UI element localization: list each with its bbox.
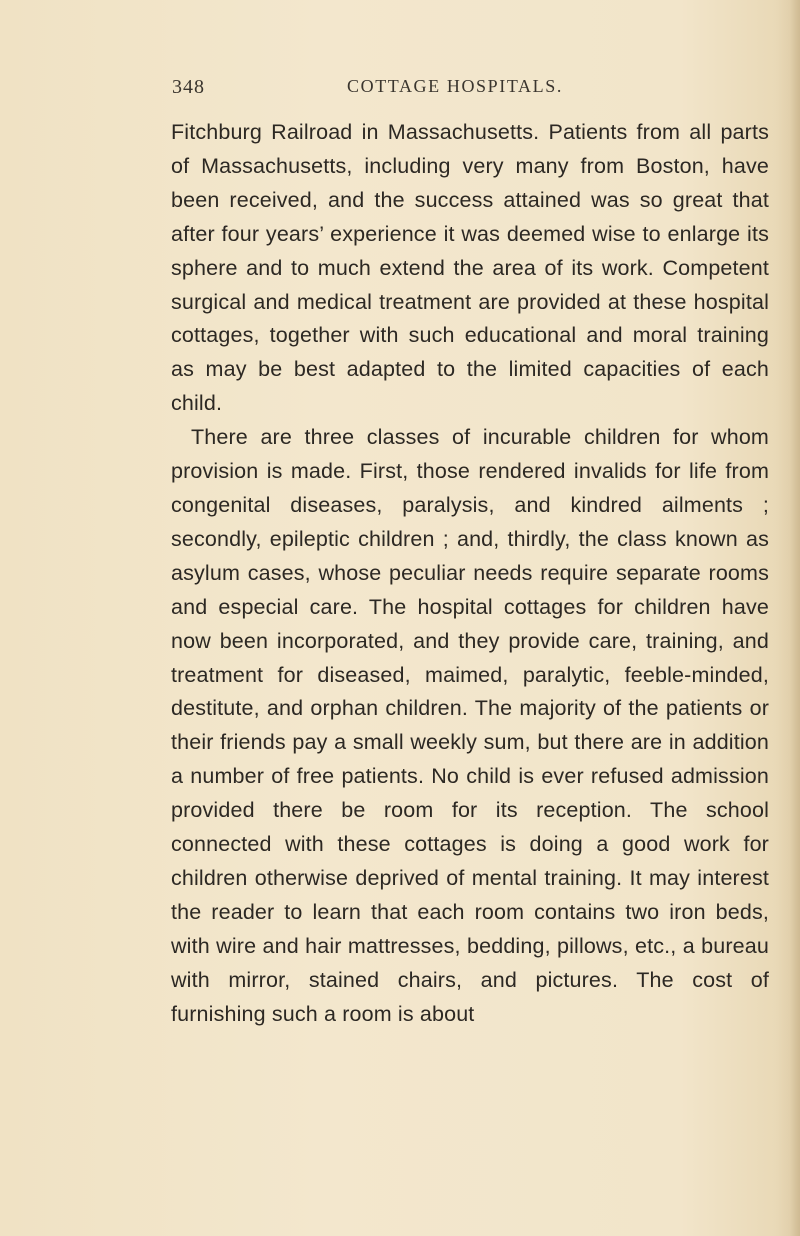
paragraph-1: Fitchburg Railroad in Massachusetts. Patients from all parts of Massachusetts, including very many from Boston, have been received, and the success attained was so great that after four years’ experience it was deemed wise to enlarge its sphere and to much extend the area of its work. Competent surgical and medical treatment are provided at these hospital cottages, together with such educational and moral training as may be best adapted to the limited capacities of each child. [171, 120, 769, 416]
page-number: 348 [172, 76, 205, 98]
page-edge-shadow [790, 0, 800, 1236]
paragraph-2: There are three classes of incurable children for whom provision is made. First, those rendered invalids for life from congenital diseases, paralysis, and kindred ailments ; secondly, epileptic children ; and, thirdly, the class known as asylum cases, whose peculiar needs require separate rooms and especial care. The hospital cottages for children have now been incorporated, and they provide care, training, and treatment for diseased, maimed, paralytic, feeble-minded, destitute, and orphan children. The majority of the patients or their friends pay a small weekly sum, but there are in addition a number of free patients. No child is ever refused admission provided there be room for its reception. The school connected with these cottages is doing a good work for children otherwise deprived of mental training. It may interest the reader to learn that each room contains two iron beds, with wire and hair mattresses, bedding, pillows, etc., a bureau with mirror, stained chairs, and pictures. The cost of furnishing such a room is about [171, 425, 769, 1026]
running-head [172, 76, 632, 106]
body-text [171, 116, 769, 1031]
running-title: COTTAGE HOSPITALS. [347, 76, 563, 96]
